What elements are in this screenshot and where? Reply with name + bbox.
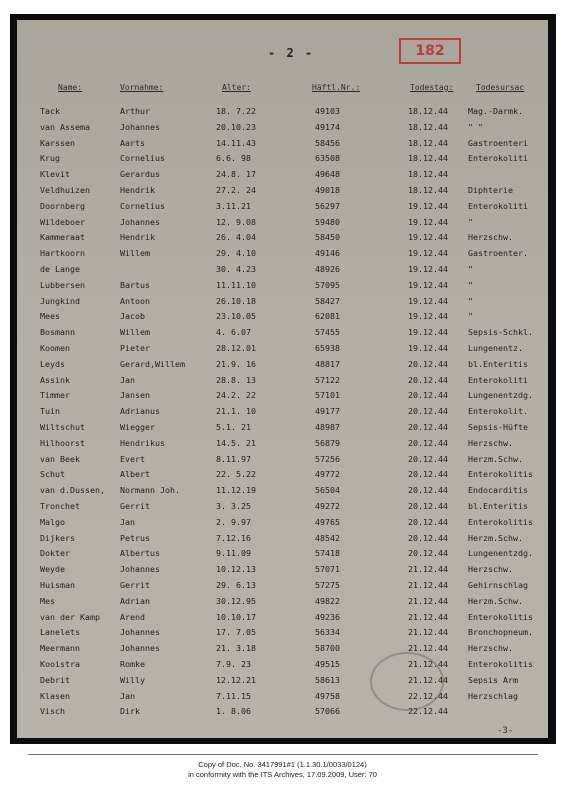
birth-date-cell: 21.1. 10 bbox=[216, 406, 256, 417]
death-date-cell: 21.12.44 bbox=[408, 595, 448, 606]
first-name-cell: Jansen bbox=[120, 390, 150, 401]
birth-date-cell: 26.10.18 bbox=[216, 295, 256, 306]
birth-date-cell: 30.12.95 bbox=[216, 595, 256, 606]
birth-date-cell: 2. 9.97 bbox=[216, 516, 251, 527]
first-name-cell: Bartus bbox=[120, 279, 150, 290]
name-cell: Kooistra bbox=[40, 659, 80, 669]
cause-cell: Gehirnschlag bbox=[468, 580, 528, 590]
death-date-cell: 18.12.44 bbox=[408, 185, 448, 195]
cause-cell: Sepsis-Hüfte bbox=[468, 422, 528, 432]
prisoner-number-cell: 49103 bbox=[315, 106, 340, 116]
first-name-cell: Gerrit bbox=[120, 580, 150, 590]
birth-date-cell: 3. 3.25 bbox=[216, 501, 251, 511]
cause-cell: Enterokolitis bbox=[468, 611, 533, 622]
cause-cell: Endocarditis bbox=[468, 485, 528, 496]
birth-date-cell: 28.8. 13 bbox=[216, 374, 256, 385]
cause-cell: Gastroenteri bbox=[468, 137, 528, 148]
prisoner-number-cell: 49772 bbox=[315, 469, 340, 480]
birth-date-cell: 28.12.01 bbox=[216, 343, 256, 353]
cause-cell: bl.Enteritis bbox=[468, 358, 528, 369]
death-date-cell: 18.12.44 bbox=[408, 169, 448, 180]
name-cell: Bosmann bbox=[40, 327, 75, 338]
prisoner-number-cell: 49018 bbox=[315, 185, 340, 195]
name-cell: Malgo bbox=[40, 516, 65, 527]
death-date-cell: 20.12.44 bbox=[408, 453, 448, 464]
first-name-cell: Hendrik bbox=[120, 185, 155, 195]
prisoner-number-cell: 49758 bbox=[315, 690, 340, 701]
cause-cell: Enterokoliti bbox=[468, 200, 528, 211]
birth-date-cell: 26. 4.04 bbox=[216, 232, 256, 243]
cause-cell: " " bbox=[468, 121, 483, 132]
name-cell: Schut bbox=[40, 469, 65, 480]
death-date-cell: 20.12.44 bbox=[408, 437, 448, 448]
cause-cell: Enterokoliti bbox=[468, 374, 528, 385]
birth-date-cell: 24.2. 22 bbox=[216, 390, 256, 401]
death-date-cell: 20.12.44 bbox=[408, 516, 448, 527]
first-name-cell: Jan bbox=[120, 690, 135, 701]
prisoner-number-cell: 49648 bbox=[315, 169, 340, 180]
name-cell: Jungkind bbox=[40, 295, 80, 306]
name-cell: Wildeboer bbox=[40, 216, 85, 227]
name-cell: van Beek bbox=[40, 453, 80, 464]
cause-cell: Herzschw. bbox=[468, 232, 513, 243]
death-date-cell: 19.12.44 bbox=[408, 343, 448, 353]
birth-date-cell: 21.9. 16 bbox=[216, 358, 256, 369]
cause-cell: Enterokolit. bbox=[468, 406, 528, 417]
cause-cell: Herzschlag bbox=[468, 690, 518, 701]
prisoner-number-cell: 59480 bbox=[315, 216, 340, 227]
first-name-cell: Jan bbox=[120, 374, 135, 385]
death-date-cell: 20.12.44 bbox=[408, 469, 448, 480]
prisoner-number-cell: 57095 bbox=[315, 279, 340, 290]
name-cell: Tronchet bbox=[40, 501, 80, 511]
prisoner-number-cell: 49236 bbox=[315, 611, 340, 622]
prisoner-number-cell: 57256 bbox=[315, 453, 340, 464]
birth-date-cell: 12.12.21 bbox=[216, 674, 256, 685]
prisoner-number-cell: 49146 bbox=[315, 248, 340, 259]
death-date-cell: 20.12.44 bbox=[408, 422, 448, 432]
death-date-cell: 19.12.44 bbox=[408, 216, 448, 227]
prisoner-number-cell: 49765 bbox=[315, 516, 340, 527]
prisoner-number-cell: 48926 bbox=[315, 264, 340, 274]
death-date-cell: 20.12.44 bbox=[408, 548, 448, 559]
prisoner-number-cell: 62081 bbox=[315, 311, 340, 322]
birth-date-cell: 23.10.05 bbox=[216, 311, 256, 322]
name-cell: Dijkers bbox=[40, 532, 75, 543]
birth-date-cell: 20.10.23 bbox=[216, 121, 256, 132]
prisoner-number-cell: 57071 bbox=[315, 564, 340, 575]
cause-cell: " bbox=[468, 311, 473, 322]
first-name-cell: Gerard,Willem bbox=[120, 358, 185, 369]
name-cell: Veldhuizen bbox=[40, 185, 90, 195]
birth-date-cell: 27.2. 24 bbox=[216, 185, 256, 195]
first-name-cell: Arend bbox=[120, 611, 145, 622]
name-cell: Klevit bbox=[40, 169, 70, 180]
prisoner-number-cell: 48542 bbox=[315, 532, 340, 543]
first-name-cell: Petrus bbox=[120, 532, 150, 543]
first-name-cell: Johannes bbox=[120, 564, 160, 575]
birth-date-cell: 4. 6.07 bbox=[216, 327, 251, 338]
footer-line-2: in conformity with the ITS Archives, 17.09.2009, User: 70 bbox=[188, 770, 377, 779]
birth-date-cell: 7.11.15 bbox=[216, 690, 251, 701]
prisoner-number-cell: 48817 bbox=[315, 358, 340, 369]
death-date-cell: 20.12.44 bbox=[408, 358, 448, 369]
first-name-cell: Willem bbox=[120, 248, 150, 259]
cause-cell: bl.Enteritis bbox=[468, 501, 528, 511]
name-cell: van der Kamp bbox=[40, 611, 100, 622]
death-date-cell: 18.12.44 bbox=[408, 153, 448, 164]
prisoner-number-cell: 57275 bbox=[315, 580, 340, 590]
cause-cell: Herzm.Schw. bbox=[468, 595, 523, 606]
birth-date-cell: 12. 9.08 bbox=[216, 216, 256, 227]
death-date-cell: 20.12.44 bbox=[408, 501, 448, 511]
name-cell: Weyde bbox=[40, 564, 65, 575]
birth-date-cell: 10.12.13 bbox=[216, 564, 256, 575]
prisoner-number-cell: 49177 bbox=[315, 406, 340, 417]
name-cell: Koomen bbox=[40, 343, 70, 353]
name-cell: Karssen bbox=[40, 137, 75, 148]
death-date-cell: 18.12.44 bbox=[408, 106, 448, 116]
prisoner-number-cell: 56297 bbox=[315, 200, 340, 211]
name-cell: Mes bbox=[40, 595, 55, 606]
name-cell: Visch bbox=[40, 706, 65, 717]
name-cell: Dokter bbox=[40, 548, 70, 559]
first-name-cell: Antoon bbox=[120, 295, 150, 306]
prisoner-number-cell: 57122 bbox=[315, 374, 340, 385]
birth-date-cell: 8.11.97 bbox=[216, 453, 251, 464]
death-date-cell: 22.12.44 bbox=[408, 706, 448, 717]
first-name-cell: Johannes bbox=[120, 121, 160, 132]
prisoner-number-cell: 49515 bbox=[315, 659, 340, 669]
first-name-cell: Jan bbox=[120, 516, 135, 527]
cause-cell: Herzschw. bbox=[468, 564, 513, 575]
cause-cell: Lungenentzdg. bbox=[468, 548, 533, 559]
first-name-cell: Jacob bbox=[120, 311, 145, 322]
death-date-cell: 19.12.44 bbox=[408, 248, 448, 259]
first-name-cell: Johannes bbox=[120, 627, 160, 638]
cause-cell: Sepsis-Schkl. bbox=[468, 327, 533, 338]
death-date-cell: 21.12.44 bbox=[408, 643, 448, 654]
death-date-cell: 19.12.44 bbox=[408, 295, 448, 306]
prisoner-number-cell: 63508 bbox=[315, 153, 340, 164]
birth-date-cell: 9.11.09 bbox=[216, 548, 251, 559]
death-date-cell: 19.12.44 bbox=[408, 232, 448, 243]
prisoner-number-cell: 48987 bbox=[315, 422, 340, 432]
death-date-cell: 21.12.44 bbox=[408, 627, 448, 638]
first-name-cell: Aarts bbox=[120, 137, 145, 148]
first-name-cell: Adrianus bbox=[120, 406, 160, 417]
death-date-cell: 22.12.44 bbox=[408, 690, 448, 701]
death-date-cell: 20.12.44 bbox=[408, 390, 448, 401]
first-name-cell: Romke bbox=[120, 659, 145, 669]
first-name-cell: Willem bbox=[120, 327, 150, 338]
cause-cell: Sepsis Arm bbox=[468, 674, 518, 685]
death-date-cell: 18.12.44 bbox=[408, 121, 448, 132]
page-marker: - 2 - bbox=[268, 46, 315, 60]
birth-date-cell: 10.10.17 bbox=[216, 611, 256, 622]
cause-cell: Lungenentzdg. bbox=[468, 390, 533, 401]
prisoner-number-cell: 49174 bbox=[315, 121, 340, 132]
prisoner-number-cell: 57101 bbox=[315, 390, 340, 401]
death-date-cell: 20.12.44 bbox=[408, 532, 448, 543]
birth-date-cell: 11.12.19 bbox=[216, 485, 256, 496]
prisoner-number-cell: 57418 bbox=[315, 548, 340, 559]
header-prisoner-number: Häftl.Nr.: bbox=[312, 83, 361, 92]
name-cell: Debrit bbox=[40, 674, 70, 685]
prisoner-number-cell: 58450 bbox=[315, 232, 340, 243]
birth-date-cell: 14.5. 21 bbox=[216, 437, 256, 448]
prisoner-number-cell: 49822 bbox=[315, 595, 340, 606]
header-name: Name: bbox=[58, 83, 83, 92]
archive-stamp-number: 182 bbox=[399, 38, 461, 64]
birth-date-cell: 30. 4.23 bbox=[216, 264, 256, 274]
name-cell: Assink bbox=[40, 374, 70, 385]
prisoner-number-cell: 58613 bbox=[315, 674, 340, 685]
birth-date-cell: 22. 5.22 bbox=[216, 469, 256, 480]
birth-date-cell: 7.9. 23 bbox=[216, 659, 251, 669]
end-marker: -3- bbox=[497, 726, 514, 736]
header-death-date: Todestag: bbox=[410, 83, 454, 92]
death-date-cell: 20.12.44 bbox=[408, 406, 448, 417]
death-date-cell: 18.12.44 bbox=[408, 137, 448, 148]
first-name-cell: Hendrik bbox=[120, 232, 155, 243]
death-date-cell: 19.12.44 bbox=[408, 279, 448, 290]
header-first-name: Vornahme: bbox=[120, 83, 164, 92]
first-name-cell: Cornelius bbox=[120, 200, 165, 211]
birth-date-cell: 21. 3.18 bbox=[216, 643, 256, 654]
name-cell: Leyds bbox=[40, 358, 65, 369]
birth-date-cell: 11.11.10 bbox=[216, 279, 256, 290]
birth-date-cell: 1. 8.06 bbox=[216, 706, 251, 717]
death-date-cell: 19.12.44 bbox=[408, 264, 448, 274]
cause-cell: " bbox=[468, 295, 473, 306]
first-name-cell: Cornelius bbox=[120, 153, 165, 164]
cause-cell: Bronchopneum. bbox=[468, 627, 533, 638]
prisoner-number-cell: 56334 bbox=[315, 627, 340, 638]
cause-cell: Herzm.Schw. bbox=[468, 453, 523, 464]
prisoner-number-cell: 58427 bbox=[315, 295, 340, 306]
first-name-cell: Albert bbox=[120, 469, 150, 480]
name-cell: Krug bbox=[40, 153, 60, 164]
cause-cell: " bbox=[468, 264, 473, 274]
first-name-cell: Johannes bbox=[120, 643, 160, 654]
death-date-cell: 20.12.44 bbox=[408, 485, 448, 496]
cause-cell: Enterokolitis bbox=[468, 516, 533, 527]
birth-date-cell: 3.11.21 bbox=[216, 200, 251, 211]
name-cell: van d.Dussen, bbox=[40, 485, 105, 496]
cause-cell: Herzm.Schw. bbox=[468, 532, 523, 543]
first-name-cell: Wiegger bbox=[120, 422, 155, 432]
name-cell: Kammeraat bbox=[40, 232, 85, 243]
cause-cell: Diphterie bbox=[468, 185, 513, 195]
prisoner-number-cell: 57066 bbox=[315, 706, 340, 717]
first-name-cell: Hendrikus bbox=[120, 437, 165, 448]
name-cell: de Lange bbox=[40, 264, 80, 274]
name-cell: Hartkoorn bbox=[40, 248, 85, 259]
header-cause: Todesursac bbox=[476, 83, 525, 92]
name-cell: Tack bbox=[40, 106, 60, 116]
cause-cell: Gastroenter. bbox=[468, 248, 528, 259]
death-date-cell: 21.12.44 bbox=[408, 611, 448, 622]
birth-date-cell: 14.11.43 bbox=[216, 137, 256, 148]
first-name-cell: Willy bbox=[120, 674, 145, 685]
name-cell: Meermann bbox=[40, 643, 80, 654]
cause-cell: Enterokolitis bbox=[468, 469, 533, 480]
birth-date-cell: 29. 4.10 bbox=[216, 248, 256, 259]
first-name-cell: Johannes bbox=[120, 216, 160, 227]
prisoner-number-cell: 49272 bbox=[315, 501, 340, 511]
prisoner-number-cell: 56504 bbox=[315, 485, 340, 496]
header-age: Alter: bbox=[222, 83, 251, 92]
name-cell: van Assema bbox=[40, 121, 90, 132]
death-date-cell: 21.12.44 bbox=[408, 659, 448, 669]
first-name-cell: Evert bbox=[120, 453, 145, 464]
first-name-cell: Albertus bbox=[120, 548, 160, 559]
footer-line-1: Copy of Doc. No. 3417991#1 (1.1.30.1/0033/0124) bbox=[198, 760, 367, 769]
death-date-cell: 19.12.44 bbox=[408, 327, 448, 338]
first-name-cell: Adrian bbox=[120, 595, 150, 606]
birth-date-cell: 17. 7.05 bbox=[216, 627, 256, 638]
name-cell: Hilhoorst bbox=[40, 437, 85, 448]
cause-cell: Enterokolitis bbox=[468, 659, 533, 669]
name-cell: Klasen bbox=[40, 690, 70, 701]
prisoner-number-cell: 58700 bbox=[315, 643, 340, 654]
birth-date-cell: 5.1. 21 bbox=[216, 422, 251, 432]
first-name-cell: Gerrit bbox=[120, 501, 150, 511]
prisoner-number-cell: 65938 bbox=[315, 343, 340, 353]
birth-date-cell: 6.6. 98 bbox=[216, 153, 251, 164]
name-cell: Tuin bbox=[40, 406, 60, 417]
prisoner-number-cell: 57455 bbox=[315, 327, 340, 338]
death-date-cell: 19.12.44 bbox=[408, 200, 448, 211]
prisoner-number-cell: 56879 bbox=[315, 437, 340, 448]
cause-cell: Herzschw. bbox=[468, 643, 513, 654]
first-name-cell: Gerardus bbox=[120, 169, 160, 180]
first-name-cell: Pieter bbox=[120, 343, 150, 353]
prisoner-number-cell: 58456 bbox=[315, 137, 340, 148]
birth-date-cell: 18. 7.22 bbox=[216, 106, 256, 116]
name-cell: Wiltschut bbox=[40, 422, 85, 432]
death-date-cell: 20.12.44 bbox=[408, 374, 448, 385]
birth-date-cell: 29. 6.13 bbox=[216, 580, 256, 590]
name-cell: Timmer bbox=[40, 390, 70, 401]
death-date-cell: 21.12.44 bbox=[408, 674, 448, 685]
first-name-cell: Arthur bbox=[120, 106, 150, 116]
name-cell: Doornberg bbox=[40, 200, 85, 211]
cause-cell: " bbox=[468, 279, 473, 290]
death-date-cell: 19.12.44 bbox=[408, 311, 448, 322]
death-date-cell: 21.12.44 bbox=[408, 580, 448, 590]
first-name-cell: Dirk bbox=[120, 706, 140, 717]
cause-cell: Mag.-Darmk. bbox=[468, 106, 523, 116]
name-cell: Lanelets bbox=[40, 627, 80, 638]
birth-date-cell: 24.8. 17 bbox=[216, 169, 256, 180]
cause-cell: Enterokoliti bbox=[468, 153, 528, 164]
cause-cell: " bbox=[468, 216, 473, 227]
death-date-cell: 21.12.44 bbox=[408, 564, 448, 575]
name-cell: Mees bbox=[40, 311, 60, 322]
footer-divider bbox=[28, 754, 538, 755]
name-cell: Lubbersen bbox=[40, 279, 85, 290]
faded-round-stamp bbox=[370, 652, 444, 711]
cause-cell: Lungenentz. bbox=[468, 343, 523, 353]
name-cell: Huisman bbox=[40, 580, 75, 590]
first-name-cell: Normann Joh. bbox=[120, 485, 180, 496]
birth-date-cell: 7.12.16 bbox=[216, 532, 251, 543]
cause-cell: Herzschw. bbox=[468, 437, 513, 448]
